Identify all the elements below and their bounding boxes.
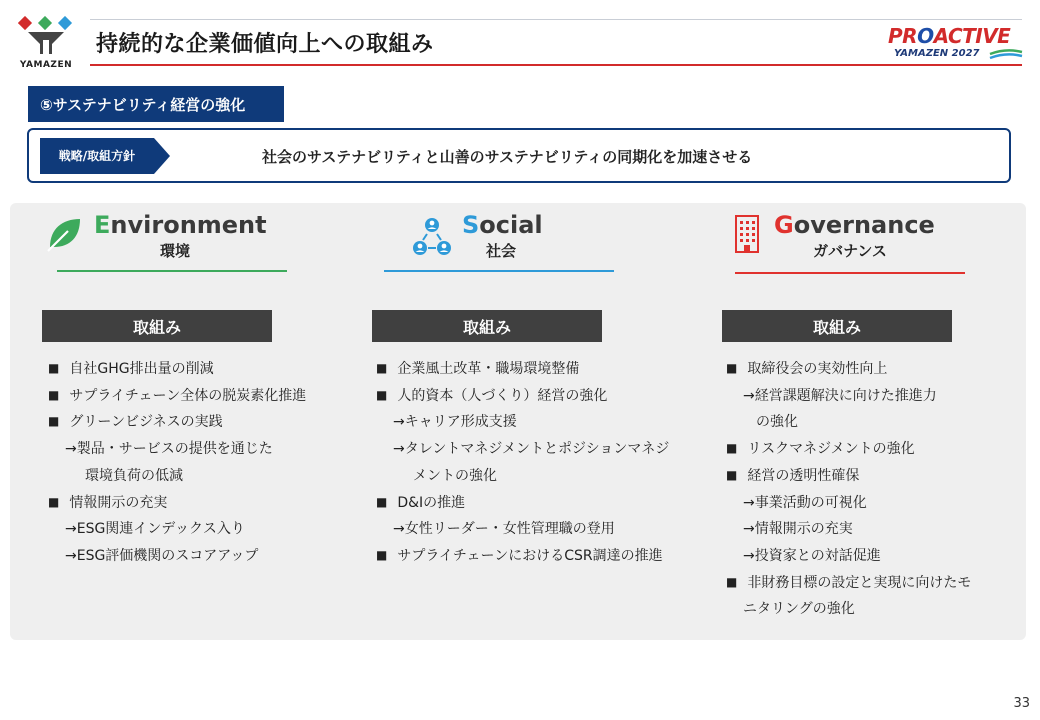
building-icon <box>730 214 770 254</box>
social-item-list <box>376 356 669 570</box>
governance-title: Governance <box>774 211 935 239</box>
list-item: →ESG評価機関のスコアアップ <box>65 547 259 564</box>
list-item: ■ D&Iの推進 <box>376 490 669 517</box>
social-underline <box>384 270 614 272</box>
environment-underline <box>57 270 287 272</box>
list-item: ■ リスクマネジメントの強化 <box>726 436 971 463</box>
leaf-icon <box>44 213 84 253</box>
governance-item-list <box>726 356 971 623</box>
list-item: ■ 経営の透明性確保 <box>726 463 971 490</box>
list-item: →製品・サービスの提供を通じた <box>65 441 273 458</box>
brand-wordmark: PROACTIVE <box>888 24 1011 48</box>
list-item: メントの強化 <box>413 467 497 484</box>
social-title: Social <box>462 211 543 239</box>
list-item: ニタリングの強化 <box>743 601 855 618</box>
list-item: ■ 自社GHG排出量の削減 <box>48 356 306 383</box>
list-item: →キャリア形成支援 <box>393 414 517 431</box>
social-subtitle: 社会 <box>485 242 516 260</box>
list-item: →経営課題解決に向けた推進力 <box>743 387 937 404</box>
page-number: 33 <box>1013 696 1030 711</box>
list-item: →投資家との対話促進 <box>743 547 881 564</box>
strategy-statement: 社会のサステナビリティと山善のサステナビリティの同期化を加速させる <box>262 148 753 166</box>
header-top-divider <box>90 19 1022 20</box>
governance-subtitle: ガバナンス <box>813 242 887 260</box>
swoosh-icon <box>988 48 1024 62</box>
people-network-icon <box>412 216 452 256</box>
list-item: ■ サプライチェーン全体の脱炭素化推進 <box>48 383 306 410</box>
list-item: ■ サプライチェーンにおけるCSR調達の推進 <box>376 543 669 570</box>
brand-subtitle: YAMAZEN 2027 <box>894 48 980 59</box>
environment-title: Environment <box>94 211 267 239</box>
header-bottom-divider <box>90 64 1022 66</box>
list-item: →タレントマネジメントとポジションマネジ <box>393 441 670 458</box>
page-title: 持続的な企業価値向上への取組み <box>96 32 434 57</box>
environment-item-list <box>48 356 306 570</box>
list-item: 環境負荷の低減 <box>85 467 183 484</box>
list-item: ■ 人的資本（人づくり）経営の強化 <box>376 383 669 410</box>
list-item: ■ 非財務目標の設定と実現に向けたモ <box>726 570 971 597</box>
strategy-tag-label: 戦略/取組方針 <box>58 149 136 163</box>
environment-subtitle: 環境 <box>159 242 190 260</box>
social-tag: 取組み <box>372 310 602 342</box>
environment-tag: 取組み <box>42 310 272 342</box>
list-item: →情報開示の充実 <box>743 521 853 538</box>
list-item: ■ 企業風土改革・職場環境整備 <box>376 356 669 383</box>
section-heading: ⑤サステナビリティ経営の強化 <box>28 86 284 122</box>
list-item: ■ 取締役会の実効性向上 <box>726 356 971 383</box>
list-item: →事業活動の可視化 <box>743 494 867 511</box>
logo-text: YAMAZEN <box>19 60 73 70</box>
proactive-brand-logo <box>888 24 1024 64</box>
governance-tag: 取組み <box>722 310 952 342</box>
list-item: の強化 <box>756 414 798 431</box>
list-item: ■ グリーンビジネスの実践 <box>48 409 306 436</box>
list-item: ■ 情報開示の充実 <box>48 490 306 517</box>
list-item: →ESG関連インデックス入り <box>65 521 245 538</box>
yamazen-logo-icon <box>18 16 74 56</box>
governance-underline <box>735 272 965 274</box>
list-item: →女性リーダー・女性管理職の登用 <box>393 521 615 538</box>
